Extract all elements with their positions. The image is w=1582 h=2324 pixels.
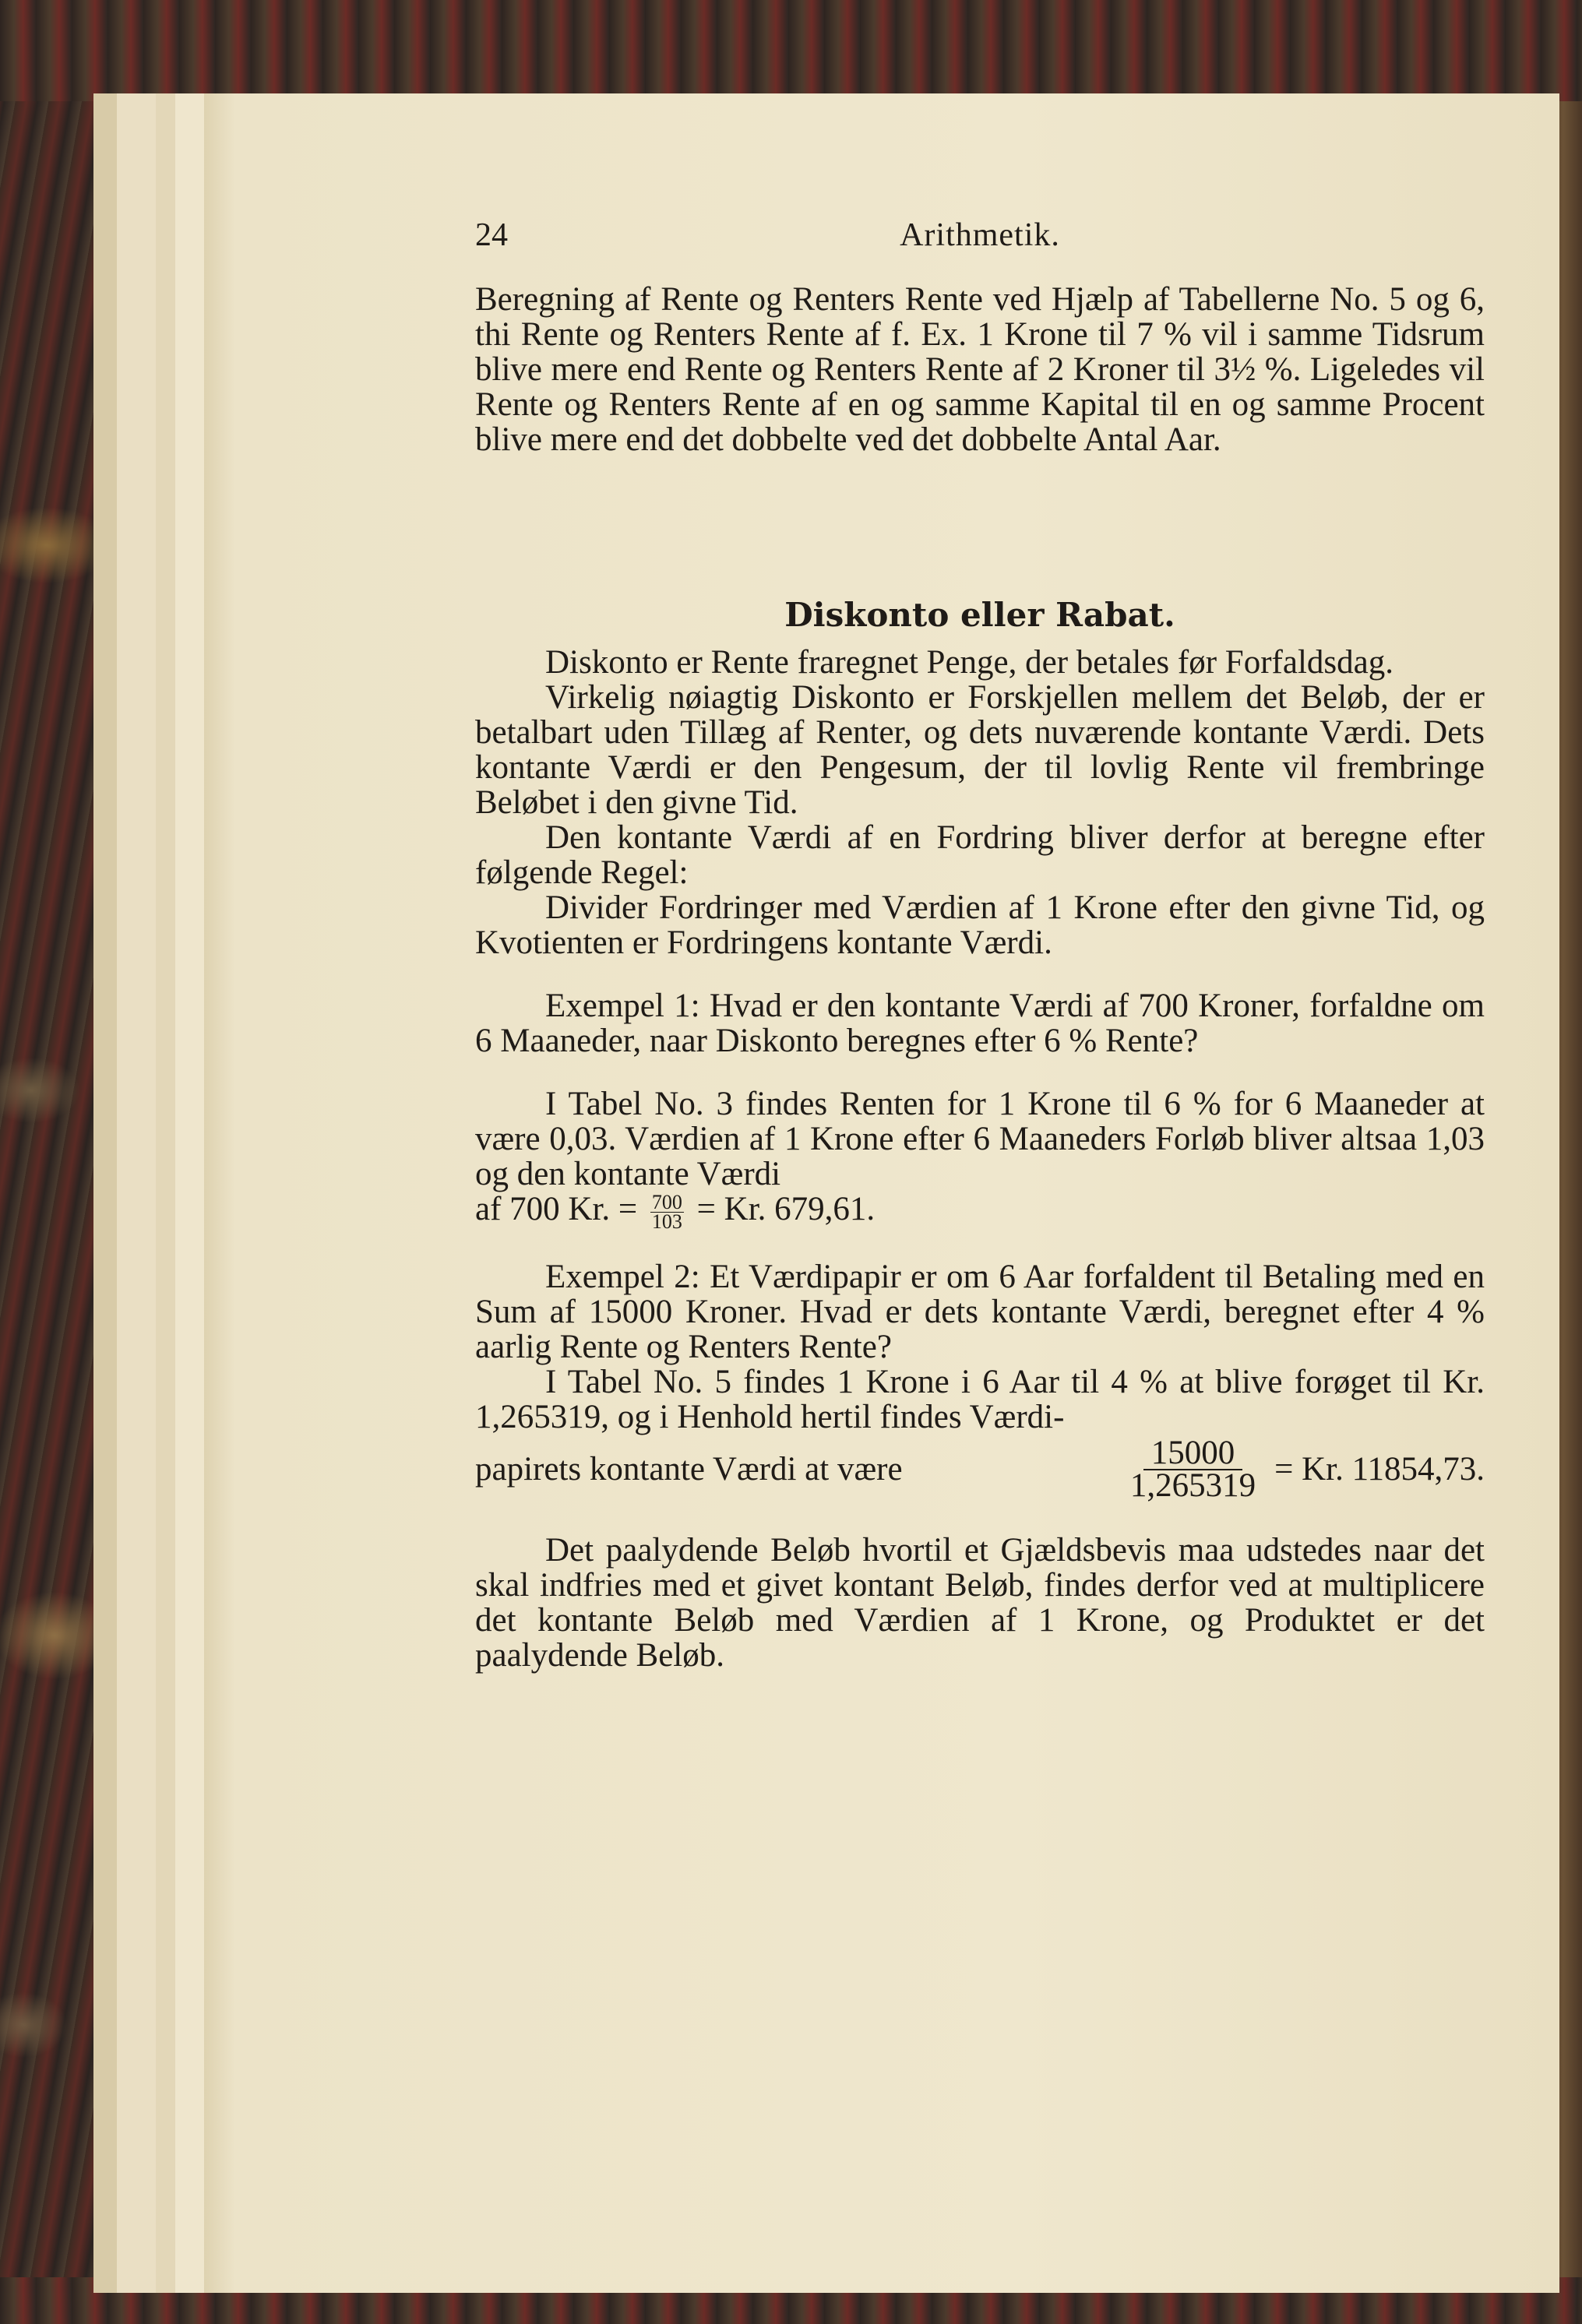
section-paragraph: Den kontante Værdi af en Fordring bliver derfor at beregne efter følgende Regel: [475, 819, 1485, 891]
example-2-calculation [475, 1435, 1485, 1505]
example-1-question: Exempel 1: Hvad er den kontante Værdi af 700 Kroner, forfaldne om 6 Maaneder, naar Diskonto beregnes efter 6 % Rente? [475, 988, 1485, 1059]
running-title: Arithmetik. [900, 217, 1060, 253]
example-2-answer: I Tabel No. 5 findes 1 Krone i 6 Aar til 4 % at blive forøget til Kr. 1,265319, og i Henhold hertil findes Værdi- [475, 1363, 1485, 1435]
example-1-answer: I Tabel No. 3 findes Renten for 1 Krone til 6 % for 6 Maaneder at være 0,03. Værdien af 1 Krone efter 6 Maaneders Forløb bliver altsaa 1,03 og den kontante Værdi [475, 1086, 1485, 1192]
rule-paragraph: Divider Fordringer med Værdien af 1 Krone efter den givne Tid, og Kvotienten er Fordringens kontante Værdi. [475, 889, 1485, 961]
page-header [475, 218, 1485, 265]
example-2-calc-result: = Kr. 11854,73. [1274, 1451, 1485, 1488]
fraction-numerator: 15000 [1143, 1438, 1243, 1470]
example-2-calc-prefix: papirets kontante Værdi at være [475, 1451, 903, 1488]
section-paragraph: Diskonto er Rente fraregnet Penge, der betales før Forfaldsdag. [545, 644, 1393, 681]
page-number: 24 [475, 217, 508, 253]
fraction-denominator: 103 [651, 1210, 682, 1233]
example-2-question: Exempel 2: Et Værdipapir er om 6 Aar forfaldent til Betaling med en Sum af 15000 Kroner. Hvad er dets kontante Værdi, beregnet efter 4 % aarlig Rente og Renters Rente? [475, 1258, 1485, 1365]
example-1-calc-result: = Kr. 679,61. [696, 1191, 876, 1227]
closing-paragraph: Det paalydende Beløb hvortil et Gjældsbevis maa udstedes naar det skal indfries med et givet kontant Beløb, findes derfor ved at multiplicere det kontante Beløb med Værdien af 1 Krone, og Produktet er det paalydende Beløb. [475, 1531, 1485, 1674]
fraction-denominator: 1,265319 [1129, 1467, 1256, 1504]
section-heading: Diskonto eller Rabat. [784, 596, 1175, 634]
example-1-calc-prefix: af 700 Kr. = [475, 1191, 638, 1227]
example-1-fraction [650, 1190, 684, 1233]
fraction-numerator: 700 [651, 1190, 682, 1213]
example-2-fraction [1122, 1434, 1263, 1504]
section-paragraph: Virkelig nøiagtig Diskonto er Forskjellen mellem det Beløb, der er betalbart uden Tillæg af Renter, og dets nuværende kontante Værdi. Dets kontante Værdi er den Pengesum, der til lovlig Rente vil frembringe Beløbet i den givne Tid. [475, 679, 1485, 821]
page-text-block [475, 218, 1485, 1673]
binding-top [0, 0, 1582, 101]
intro-paragraph: Beregning af Rente og Renters Rente ved Hjælp af Tabellerne No. 5 og 6, thi Rente og Renters Rente af f. Ex. 1 Krone til 7 % vil i samme Tidsrum blive mere end Rente og Renters Rente af 2 Kroner til 3½ %. Ligeledes vil Rente og Renters Rente af en og samme Kapital til en og samme Procent blive mere end det dobbelte ved det dobbelte Antal Aar. [475, 281, 1485, 458]
book-page [204, 93, 1559, 2293]
example-1-calculation [475, 1192, 1485, 1231]
